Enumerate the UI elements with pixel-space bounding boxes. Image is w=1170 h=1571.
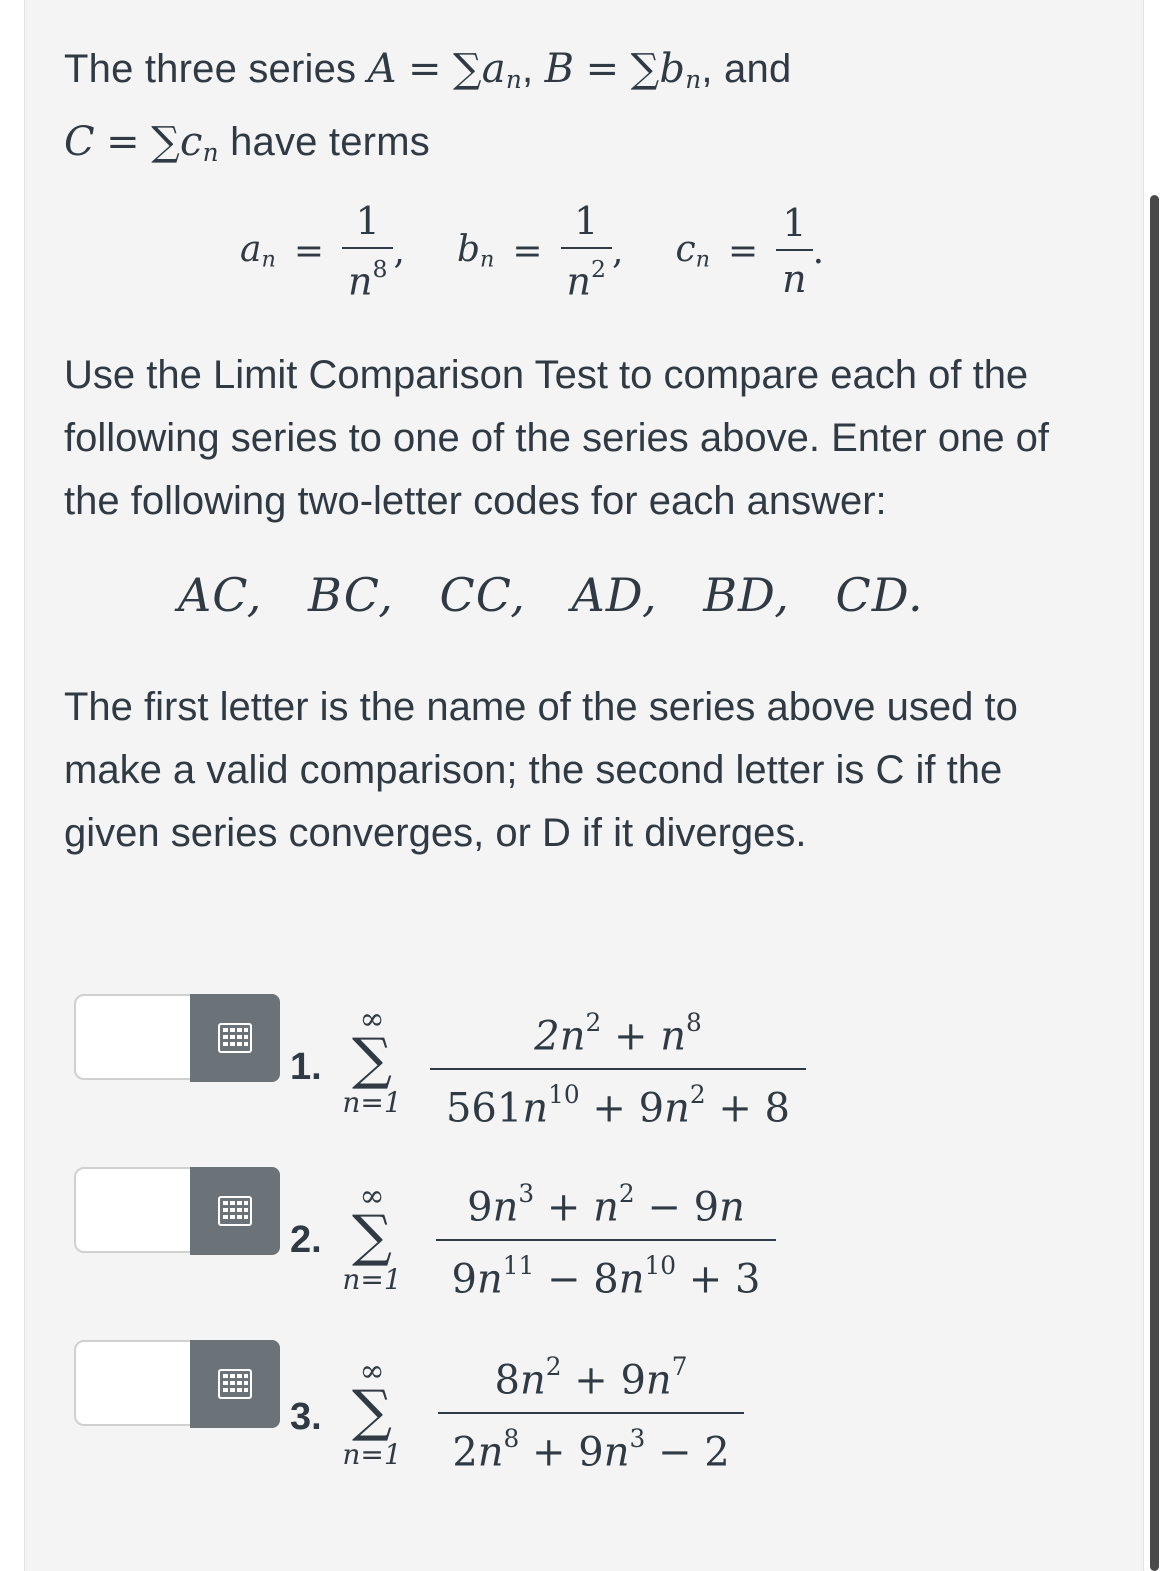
summation: ∞ ∑ n=1 — [342, 1354, 402, 1471]
intro-text: The three series $A = \sum a_n$, $B = \sum b_n$, and $C = \sum c_n$ have terms — [64, 46, 792, 168]
code-item: AC, — [178, 568, 263, 622]
answer-codes — [178, 568, 954, 622]
keypad-button-1[interactable] — [190, 994, 280, 1082]
definition-c: $c_n$ = $\frac{1}{n}$ . — [675, 201, 825, 301]
instructions-text: Use the Limit Comparison Test to compare each of the following series to one of the series above. Enter one of the following two-letter codes for each answer: — [64, 353, 1050, 523]
summation: ∞ ∑ n=1 — [342, 1179, 402, 1296]
code-item: CD. — [835, 568, 924, 622]
code-item: AD, — [571, 568, 658, 622]
series-expression-3: $\frac{8n^2 + 9n^7}{2n^8 + 9n^3 - 2}$ — [438, 1352, 744, 1475]
problem-number: 1. — [290, 1046, 322, 1088]
series-expression-2: $\frac{9n^3 + n^2 - 9n}{9n^{11} - 8n^{10} + 3}$ — [436, 1179, 776, 1302]
keypad-button-2[interactable] — [190, 1167, 280, 1255]
keypad-button-3[interactable] — [190, 1340, 280, 1428]
keypad-icon — [218, 1023, 252, 1053]
summation: ∞ ∑ n=1 — [342, 1002, 402, 1119]
definition-a: $a_n$ = $\frac{1}{n^8}$ , — [240, 198, 405, 304]
keypad-icon — [218, 1369, 252, 1399]
code-item: CC, — [439, 568, 526, 622]
series-definitions — [240, 196, 876, 306]
problem-number: 3. — [290, 1396, 322, 1438]
definition-b: $b_n$ = $\frac{1}{n^2}$ , — [456, 198, 624, 304]
scrollbar[interactable] — [1150, 195, 1159, 1571]
series-expression-1: $\frac{2n^2 + n^8}{561n^{10} + 9n^2 + 8}$ — [430, 1008, 806, 1131]
code-item: BD, — [703, 568, 790, 622]
problem-number: 2. — [290, 1219, 322, 1261]
keypad-icon — [218, 1196, 252, 1226]
code-item: BC, — [308, 568, 394, 622]
explanation-text: The first letter is the name of the series above used to make a valid comparison; the second letter is C if the given series converges, or D if it diverges. — [64, 685, 1018, 855]
